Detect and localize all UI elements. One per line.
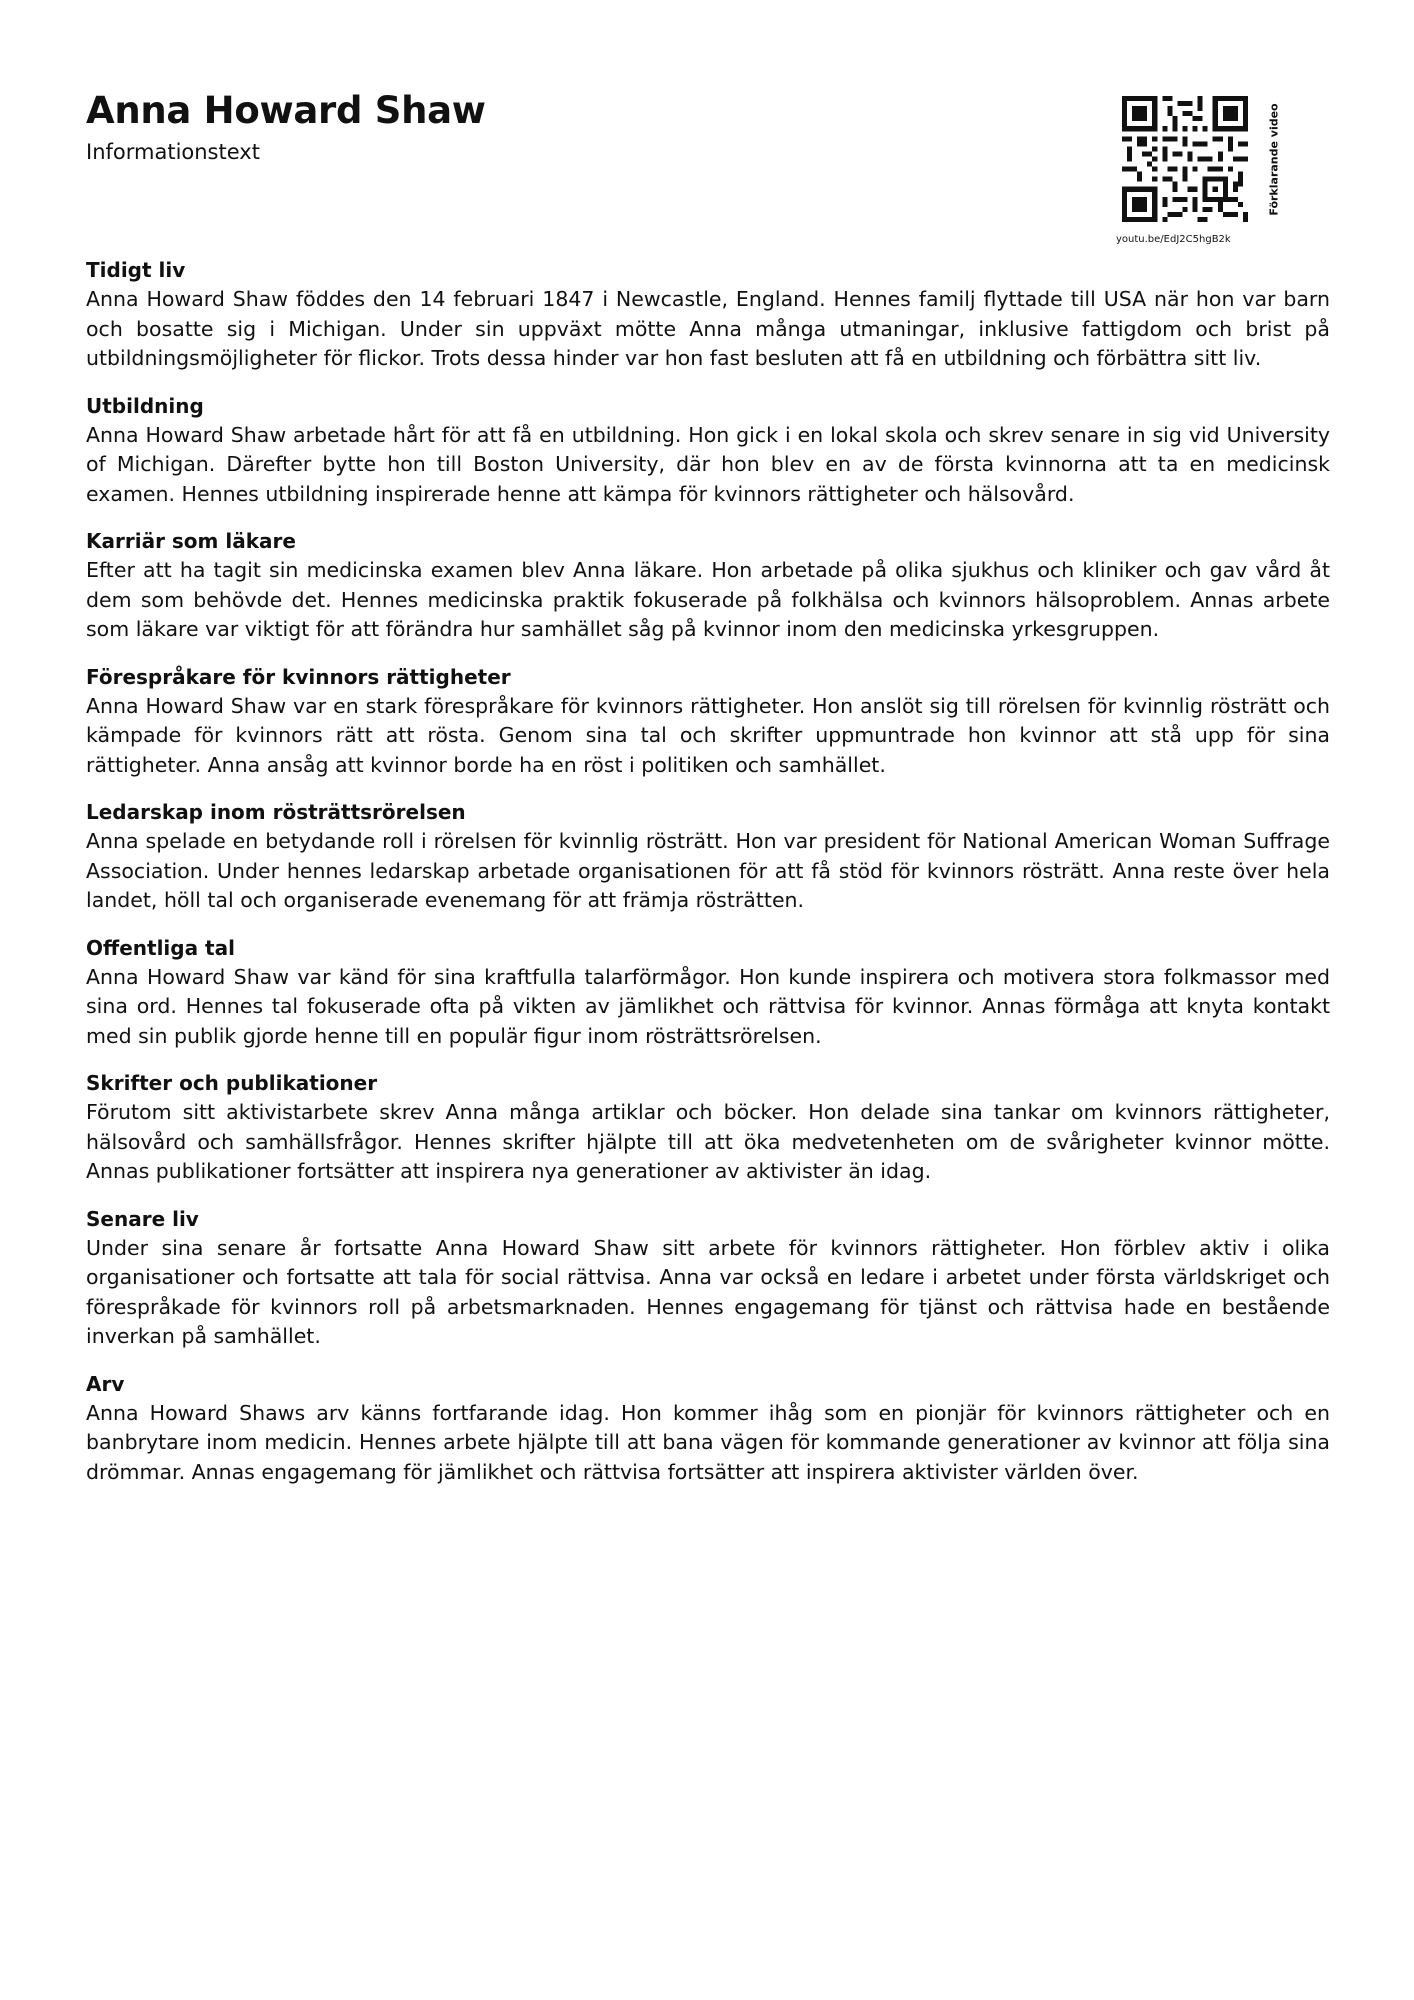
qr-code-icon[interactable] (1122, 96, 1248, 222)
section-heading: Offentliga tal (86, 935, 235, 960)
section-heading: Tidigt liv (86, 258, 186, 282)
section-utbildning (86, 392, 1330, 510)
qr-url-link[interactable]: youtu.be/EdJ2C5hgB2k (1116, 234, 1231, 245)
qr-side-label-text: Förklarande video (1267, 102, 1281, 216)
document-body (86, 256, 1330, 1505)
page-title: Anna Howard Shaw (86, 89, 486, 132)
section-text: Under sina senare år fortsatte Anna Howard Shaw sitt arbete för kvinnors rättigheter. Hon förblev aktiv i olika organisationer och fortsatte att tala för social rättvisa. Anna var också en ledare i arbetet under första världskriget och förespråkade för kvinnors roll på arbetsmarknaden. Hennes engagemang för tjänst och rättvisa hade en bestående inverkan på samhället. (86, 1235, 1330, 1348)
section-heading: Ledarskap inom rösträttsrörelsen (86, 800, 466, 824)
section-ledarskap (86, 798, 1330, 916)
section-text: Förutom sitt aktivistarbete skrev Anna många artiklar och böcker. Hon delade sina tankar om kvinnors rättigheter, hälsovård och samhällsfrågor. Hennes skrifter hjälpte till att öka medvetenheten om de svårigheter kvinnor mötte. Annas publikationer fortsätter att inspirera nya generationer av aktivister än idag. (86, 1100, 1330, 1183)
section-text: Anna Howard Shaws arv känns fortfarande idag. Hon kommer ihåg som en pionjär för kvinnors rättigheter och en banbrytare inom medicin. Hennes arbete hjälpte till att bana vägen för kommande generationer av kvinnor att följa sina drömmar. Annas engagemang för jämlikhet och rättvisa fortsätter att inspirera aktivister världen över. (86, 1400, 1330, 1484)
section-heading: Förespråkare för kvinnors rättigheter (86, 664, 511, 689)
section-forespråkare (86, 663, 1330, 781)
qr-video-block (1116, 96, 1302, 256)
page-subtitle: Informationstext (86, 140, 260, 164)
section-text: Anna spelade en betydande roll i rörelsen för kvinnlig rösträtt. Hon var president för National American Woman Suffrage Association. Under hennes ledarskap arbetade organisationen för att få stöd för kvinnors rösträtt. Anna reste över hela landet, höll tal och organiserade evenemang för att främja rösträtten. (86, 829, 1330, 912)
section-text: Anna Howard Shaw var en stark förespråkare för kvinnors rättigheter. Hon anslöt sig till rörelsen för kvinnlig rösträtt och kämpade för kvinnors rätt att rösta. Genom sina tal och skrifter uppmuntrade hon kvinnor att stå upp för sina rättigheter. Anna ansåg att kvinnor borde ha en röst i politiken och samhället. (86, 693, 1330, 777)
document-header (86, 88, 1086, 166)
section-offentliga-tal (86, 934, 1330, 1052)
section-text: Anna Howard Shaw var känd för sina kraftfulla talarförmågor. Hon kunde inspirera och motivera stora folkmassor med sina ord. Hennes tal fokuserade ofta på vikten av jämlikhet och rättvisa för kvinnor. Annas förmåga att knyta kontakt med sin publik gjorde henne till en populär figur inom rösträttsrörelsen. (86, 964, 1330, 1048)
section-heading: Utbildning (86, 393, 204, 418)
section-tidigt-liv (86, 256, 1330, 374)
section-heading: Senare liv (86, 1206, 199, 1231)
section-skrifter (86, 1069, 1330, 1187)
section-text: Efter att ha tagit sin medicinska examen blev Anna läkare. Hon arbetade på olika sjukhus och kliniker och gav vård åt dem som behövde det. Hennes medicinska praktik fokuserade på folkhälsa och kvinnors hälsoproblem. Annas arbete som läkare var viktigt för att förändra hur samhället såg på kvinnor inom den medicinska yrkesgruppen. (86, 558, 1330, 641)
section-heading: Arv (86, 1371, 125, 1396)
section-karriar (86, 527, 1330, 645)
section-senare-liv (86, 1205, 1330, 1352)
qr-side-label (1264, 96, 1284, 222)
section-text: Anna Howard Shaw arbetade hårt för att få en utbildning. Hon gick i en lokal skola och skrev senare in sig vid University of Michigan. Därefter bytte hon till Boston University, där hon blev en av de första kvinnorna att ta en medicinsk examen. Hennes utbildning inspirerade henne att kämpa för kvinnors rättigheter och hälsovård. (86, 422, 1330, 506)
section-heading: Skrifter och publikationer (86, 1071, 378, 1095)
section-heading: Karriär som läkare (86, 529, 296, 553)
section-text: Anna Howard Shaw föddes den 14 februari 1847 i Newcastle, England. Hennes familj flyttade till USA när hon var barn och bosatte sig i Michigan. Under sin uppväxt mötte Anna många utmaningar, inklusive fattigdom och brist på utbildningsmöjligheter för flickor. Trots dessa hinder var hon fast besluten att få en utbildning och förbättra sitt liv. (86, 287, 1330, 370)
section-arv (86, 1370, 1330, 1488)
